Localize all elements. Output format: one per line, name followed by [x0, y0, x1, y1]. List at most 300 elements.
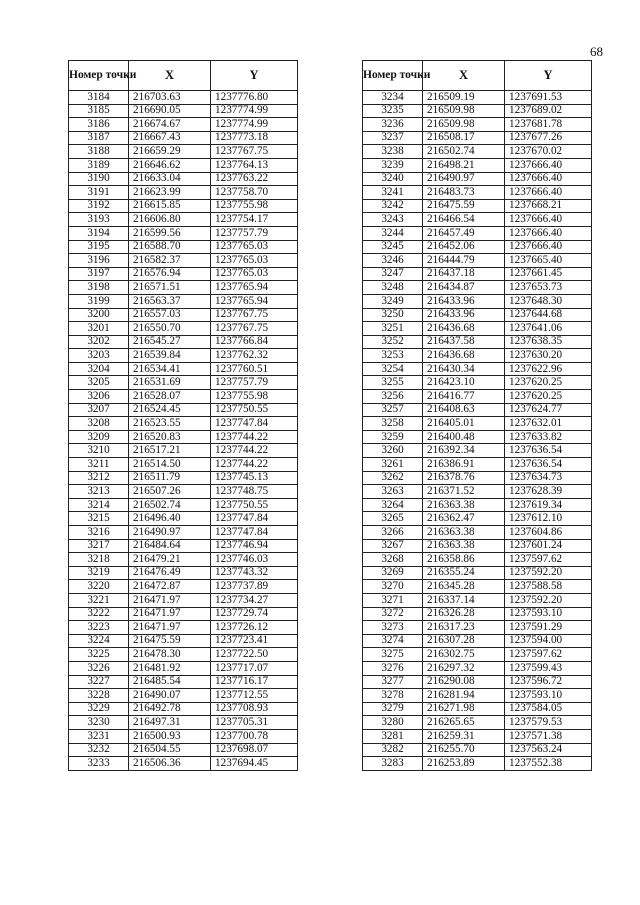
y-coordinate-cell: 1237661.45 — [505, 267, 592, 281]
y-coordinate-cell: 1237622.96 — [505, 362, 592, 376]
y-coordinate-cell: 1237766.84 — [211, 335, 298, 349]
point-number-cell: 3268 — [363, 553, 423, 567]
x-coordinate-cell: 216563.37 — [129, 294, 211, 308]
table-row — [69, 322, 298, 336]
x-coordinate-cell: 216500.93 — [129, 729, 211, 743]
point-number-cell: 3204 — [69, 362, 129, 376]
y-coordinate-cell: 1237712.55 — [211, 689, 298, 703]
table-row — [363, 294, 592, 308]
point-number-cell: 3267 — [363, 539, 423, 553]
x-coordinate-cell: 216528.07 — [129, 390, 211, 404]
point-number-cell: 3186 — [69, 118, 129, 132]
table-row — [69, 145, 298, 159]
table-row — [363, 607, 592, 621]
header-point-number: Номер точки — [69, 61, 129, 91]
x-coordinate-cell: 216433.96 — [423, 308, 505, 322]
table-row — [363, 689, 592, 703]
point-number-cell: 3242 — [363, 199, 423, 213]
point-number-cell: 3197 — [69, 267, 129, 281]
table-row — [363, 308, 592, 322]
point-number-cell: 3234 — [363, 91, 423, 105]
y-coordinate-cell: 1237636.54 — [505, 444, 592, 458]
x-coordinate-cell: 216509.98 — [423, 104, 505, 118]
x-coordinate-cell: 216386.91 — [423, 458, 505, 472]
x-coordinate-cell: 216511.79 — [129, 471, 211, 485]
x-coordinate-cell: 216471.97 — [129, 593, 211, 607]
point-number-cell: 3226 — [69, 661, 129, 675]
point-number-cell: 3193 — [69, 213, 129, 227]
x-coordinate-cell: 216502.74 — [423, 145, 505, 159]
y-coordinate-cell: 1237774.99 — [211, 118, 298, 132]
x-coordinate-cell: 216436.68 — [423, 322, 505, 336]
y-coordinate-cell: 1237634.73 — [505, 471, 592, 485]
point-number-cell: 3247 — [363, 267, 423, 281]
x-coordinate-cell: 216416.77 — [423, 390, 505, 404]
x-coordinate-cell: 216434.87 — [423, 281, 505, 295]
table-row — [69, 335, 298, 349]
y-coordinate-cell: 1237743.32 — [211, 566, 298, 580]
y-coordinate-cell: 1237641.06 — [505, 322, 592, 336]
point-number-cell: 3244 — [363, 226, 423, 240]
table-row — [363, 716, 592, 730]
table-body-left — [69, 91, 298, 771]
table-row — [363, 172, 592, 186]
x-coordinate-cell: 216363.38 — [423, 539, 505, 553]
y-coordinate-cell: 1237744.22 — [211, 458, 298, 472]
table-row — [69, 91, 298, 105]
point-number-cell: 3203 — [69, 349, 129, 363]
y-coordinate-cell: 1237757.79 — [211, 226, 298, 240]
y-coordinate-cell: 1237624.77 — [505, 403, 592, 417]
table-row — [69, 118, 298, 132]
x-coordinate-cell: 216524.45 — [129, 403, 211, 417]
x-coordinate-cell: 216362.47 — [423, 512, 505, 526]
table-header-row — [69, 61, 298, 91]
x-coordinate-cell: 216508.17 — [423, 131, 505, 145]
table-row — [363, 267, 592, 281]
y-coordinate-cell: 1237599.43 — [505, 661, 592, 675]
x-coordinate-cell: 216576.94 — [129, 267, 211, 281]
x-coordinate-cell: 216646.62 — [129, 158, 211, 172]
x-coordinate-cell: 216307.28 — [423, 634, 505, 648]
point-number-cell: 3249 — [363, 294, 423, 308]
x-coordinate-cell: 216509.98 — [423, 118, 505, 132]
y-coordinate-cell: 1237747.84 — [211, 526, 298, 540]
point-number-cell: 3262 — [363, 471, 423, 485]
y-coordinate-cell: 1237763.22 — [211, 172, 298, 186]
table-row — [69, 186, 298, 200]
coordinates-table-right — [362, 60, 592, 771]
y-coordinate-cell: 1237619.34 — [505, 498, 592, 512]
point-number-cell: 3188 — [69, 145, 129, 159]
table-row — [69, 471, 298, 485]
x-coordinate-cell: 216514.50 — [129, 458, 211, 472]
table-row — [69, 199, 298, 213]
table-row — [363, 498, 592, 512]
point-number-cell: 3233 — [69, 757, 129, 771]
point-number-cell: 3275 — [363, 648, 423, 662]
table-row — [69, 634, 298, 648]
x-coordinate-cell: 216659.29 — [129, 145, 211, 159]
table-row — [69, 444, 298, 458]
point-number-cell: 3238 — [363, 145, 423, 159]
point-number-cell: 3237 — [363, 131, 423, 145]
point-number-cell: 3273 — [363, 621, 423, 635]
y-coordinate-cell: 1237666.40 — [505, 240, 592, 254]
point-number-cell: 3190 — [69, 172, 129, 186]
y-coordinate-cell: 1237765.03 — [211, 254, 298, 268]
x-coordinate-cell: 216371.52 — [423, 485, 505, 499]
y-coordinate-cell: 1237698.07 — [211, 743, 298, 757]
y-coordinate-cell: 1237677.26 — [505, 131, 592, 145]
table-row — [363, 580, 592, 594]
point-number-cell: 3220 — [69, 580, 129, 594]
table-row — [69, 254, 298, 268]
header-y: Y — [505, 61, 592, 91]
x-coordinate-cell: 216444.79 — [423, 254, 505, 268]
x-coordinate-cell: 216674.67 — [129, 118, 211, 132]
x-coordinate-cell: 216498.21 — [423, 158, 505, 172]
table-row — [69, 240, 298, 254]
y-coordinate-cell: 1237716.17 — [211, 675, 298, 689]
y-coordinate-cell: 1237584.05 — [505, 702, 592, 716]
point-number-cell: 3280 — [363, 716, 423, 730]
x-coordinate-cell: 216523.55 — [129, 417, 211, 431]
x-coordinate-cell: 216405.01 — [423, 417, 505, 431]
table-row — [363, 213, 592, 227]
point-number-cell: 3239 — [363, 158, 423, 172]
x-coordinate-cell: 216539.84 — [129, 349, 211, 363]
point-number-cell: 3218 — [69, 553, 129, 567]
table-row — [69, 716, 298, 730]
x-coordinate-cell: 216557.03 — [129, 308, 211, 322]
y-coordinate-cell: 1237630.20 — [505, 349, 592, 363]
y-coordinate-cell: 1237563.24 — [505, 743, 592, 757]
y-coordinate-cell: 1237755.98 — [211, 199, 298, 213]
table-row — [363, 118, 592, 132]
y-coordinate-cell: 1237592.20 — [505, 566, 592, 580]
point-number-cell: 3214 — [69, 498, 129, 512]
point-number-cell: 3245 — [363, 240, 423, 254]
x-coordinate-cell: 216582.37 — [129, 254, 211, 268]
point-number-cell: 3229 — [69, 702, 129, 716]
point-number-cell: 3272 — [363, 607, 423, 621]
y-coordinate-cell: 1237648.30 — [505, 294, 592, 308]
y-coordinate-cell: 1237750.55 — [211, 403, 298, 417]
table-row — [69, 430, 298, 444]
table-row — [363, 417, 592, 431]
y-coordinate-cell: 1237767.75 — [211, 308, 298, 322]
table-row — [363, 362, 592, 376]
y-coordinate-cell: 1237665.40 — [505, 254, 592, 268]
x-coordinate-cell: 216408.63 — [423, 403, 505, 417]
point-number-cell: 3208 — [69, 417, 129, 431]
point-number-cell: 3278 — [363, 689, 423, 703]
y-coordinate-cell: 1237729.74 — [211, 607, 298, 621]
point-number-cell: 3255 — [363, 376, 423, 390]
x-coordinate-cell: 216690.05 — [129, 104, 211, 118]
point-number-cell: 3210 — [69, 444, 129, 458]
y-coordinate-cell: 1237666.40 — [505, 186, 592, 200]
y-coordinate-cell: 1237734.27 — [211, 593, 298, 607]
point-number-cell: 3270 — [363, 580, 423, 594]
table-row — [69, 661, 298, 675]
point-number-cell: 3192 — [69, 199, 129, 213]
table-row — [69, 621, 298, 635]
x-coordinate-cell: 216490.97 — [423, 172, 505, 186]
y-coordinate-cell: 1237597.62 — [505, 648, 592, 662]
table-row — [69, 512, 298, 526]
table-row — [69, 131, 298, 145]
x-coordinate-cell: 216606.80 — [129, 213, 211, 227]
y-coordinate-cell: 1237591.29 — [505, 621, 592, 635]
x-coordinate-cell: 216550.70 — [129, 322, 211, 336]
table-row — [69, 539, 298, 553]
point-number-cell: 3222 — [69, 607, 129, 621]
table-row — [363, 335, 592, 349]
y-coordinate-cell: 1237700.78 — [211, 729, 298, 743]
table-header-row — [363, 61, 592, 91]
x-coordinate-cell: 216531.69 — [129, 376, 211, 390]
y-coordinate-cell: 1237628.39 — [505, 485, 592, 499]
y-coordinate-cell: 1237744.22 — [211, 430, 298, 444]
x-coordinate-cell: 216517.21 — [129, 444, 211, 458]
y-coordinate-cell: 1237653.73 — [505, 281, 592, 295]
point-number-cell: 3209 — [69, 430, 129, 444]
y-coordinate-cell: 1237767.75 — [211, 145, 298, 159]
point-number-cell: 3266 — [363, 526, 423, 540]
y-coordinate-cell: 1237596.72 — [505, 675, 592, 689]
x-coordinate-cell: 216271.98 — [423, 702, 505, 716]
table-row — [363, 403, 592, 417]
point-number-cell: 3225 — [69, 648, 129, 662]
point-number-cell: 3282 — [363, 743, 423, 757]
point-number-cell: 3256 — [363, 390, 423, 404]
table-row — [69, 580, 298, 594]
y-coordinate-cell: 1237612.10 — [505, 512, 592, 526]
table-row — [69, 458, 298, 472]
point-number-cell: 3195 — [69, 240, 129, 254]
y-coordinate-cell: 1237644.68 — [505, 308, 592, 322]
y-coordinate-cell: 1237691.53 — [505, 91, 592, 105]
x-coordinate-cell: 216507.26 — [129, 485, 211, 499]
header-x: X — [423, 61, 505, 91]
x-coordinate-cell: 216290.08 — [423, 675, 505, 689]
x-coordinate-cell: 216392.34 — [423, 444, 505, 458]
table-row — [363, 512, 592, 526]
y-coordinate-cell: 1237750.55 — [211, 498, 298, 512]
y-coordinate-cell: 1237592.20 — [505, 593, 592, 607]
y-coordinate-cell: 1237666.40 — [505, 158, 592, 172]
x-coordinate-cell: 216667.43 — [129, 131, 211, 145]
x-coordinate-cell: 216265.65 — [423, 716, 505, 730]
y-coordinate-cell: 1237762.32 — [211, 349, 298, 363]
x-coordinate-cell: 216472.87 — [129, 580, 211, 594]
x-coordinate-cell: 216588.70 — [129, 240, 211, 254]
x-coordinate-cell: 216436.68 — [423, 349, 505, 363]
point-number-cell: 3207 — [69, 403, 129, 417]
y-coordinate-cell: 1237737.89 — [211, 580, 298, 594]
y-coordinate-cell: 1237765.94 — [211, 281, 298, 295]
table-row — [363, 158, 592, 172]
table-row — [363, 471, 592, 485]
table-row — [363, 145, 592, 159]
table-body-right — [363, 91, 592, 771]
point-number-cell: 3184 — [69, 91, 129, 105]
point-number-cell: 3283 — [363, 757, 423, 771]
point-number-cell: 3253 — [363, 349, 423, 363]
point-number-cell: 3228 — [69, 689, 129, 703]
x-coordinate-cell: 216457.49 — [423, 226, 505, 240]
point-number-cell: 3216 — [69, 526, 129, 540]
x-coordinate-cell: 216466.54 — [423, 213, 505, 227]
point-number-cell: 3187 — [69, 131, 129, 145]
point-number-cell: 3230 — [69, 716, 129, 730]
point-number-cell: 3213 — [69, 485, 129, 499]
table-row — [363, 186, 592, 200]
x-coordinate-cell: 216479.21 — [129, 553, 211, 567]
point-number-cell: 3198 — [69, 281, 129, 295]
point-number-cell: 3264 — [363, 498, 423, 512]
y-coordinate-cell: 1237588.58 — [505, 580, 592, 594]
point-number-cell: 3277 — [363, 675, 423, 689]
point-number-cell: 3205 — [69, 376, 129, 390]
table-row — [69, 743, 298, 757]
y-coordinate-cell: 1237594.00 — [505, 634, 592, 648]
x-coordinate-cell: 216478.30 — [129, 648, 211, 662]
point-number-cell: 3241 — [363, 186, 423, 200]
x-coordinate-cell: 216703.63 — [129, 91, 211, 105]
table-row — [363, 458, 592, 472]
y-coordinate-cell: 1237670.02 — [505, 145, 592, 159]
x-coordinate-cell: 216534.41 — [129, 362, 211, 376]
table-row — [69, 281, 298, 295]
table-row — [69, 648, 298, 662]
y-coordinate-cell: 1237681.78 — [505, 118, 592, 132]
y-coordinate-cell: 1237689.02 — [505, 104, 592, 118]
y-coordinate-cell: 1237636.54 — [505, 458, 592, 472]
x-coordinate-cell: 216545.27 — [129, 335, 211, 349]
y-coordinate-cell: 1237760.51 — [211, 362, 298, 376]
x-coordinate-cell: 216492.78 — [129, 702, 211, 716]
table-row — [69, 702, 298, 716]
table-row — [363, 539, 592, 553]
table-row — [69, 158, 298, 172]
y-coordinate-cell: 1237694.45 — [211, 757, 298, 771]
x-coordinate-cell: 216481.92 — [129, 661, 211, 675]
y-coordinate-cell: 1237666.40 — [505, 226, 592, 240]
y-coordinate-cell: 1237776.80 — [211, 91, 298, 105]
header-x: X — [129, 61, 211, 91]
y-coordinate-cell: 1237765.03 — [211, 267, 298, 281]
table-row — [69, 417, 298, 431]
table-row — [363, 621, 592, 635]
table-row — [363, 526, 592, 540]
point-number-cell: 3276 — [363, 661, 423, 675]
y-coordinate-cell: 1237774.99 — [211, 104, 298, 118]
point-number-cell: 3212 — [69, 471, 129, 485]
y-coordinate-cell: 1237723.41 — [211, 634, 298, 648]
y-coordinate-cell: 1237758.70 — [211, 186, 298, 200]
table-row — [69, 729, 298, 743]
table-row — [363, 444, 592, 458]
x-coordinate-cell: 216400.48 — [423, 430, 505, 444]
x-coordinate-cell: 216509.19 — [423, 91, 505, 105]
table-row — [363, 240, 592, 254]
y-coordinate-cell: 1237638.35 — [505, 335, 592, 349]
x-coordinate-cell: 216317.23 — [423, 621, 505, 635]
y-coordinate-cell: 1237764.13 — [211, 158, 298, 172]
table-row — [69, 294, 298, 308]
table-row — [69, 689, 298, 703]
point-number-cell: 3185 — [69, 104, 129, 118]
table-row — [363, 91, 592, 105]
point-number-cell: 3259 — [363, 430, 423, 444]
table-row — [69, 267, 298, 281]
x-coordinate-cell: 216345.28 — [423, 580, 505, 594]
y-coordinate-cell: 1237632.01 — [505, 417, 592, 431]
point-number-cell: 3243 — [363, 213, 423, 227]
x-coordinate-cell: 216475.59 — [129, 634, 211, 648]
point-number-cell: 3211 — [69, 458, 129, 472]
point-number-cell: 3201 — [69, 322, 129, 336]
x-coordinate-cell: 216259.31 — [423, 729, 505, 743]
x-coordinate-cell: 216490.97 — [129, 526, 211, 540]
point-number-cell: 3281 — [363, 729, 423, 743]
table-row — [69, 593, 298, 607]
point-number-cell: 3260 — [363, 444, 423, 458]
x-coordinate-cell: 216504.55 — [129, 743, 211, 757]
table-row — [69, 390, 298, 404]
point-number-cell: 3254 — [363, 362, 423, 376]
x-coordinate-cell: 216633.04 — [129, 172, 211, 186]
x-coordinate-cell: 216490.07 — [129, 689, 211, 703]
y-coordinate-cell: 1237708.93 — [211, 702, 298, 716]
x-coordinate-cell: 216253.89 — [423, 757, 505, 771]
y-coordinate-cell: 1237601.24 — [505, 539, 592, 553]
point-number-cell: 3248 — [363, 281, 423, 295]
y-coordinate-cell: 1237765.94 — [211, 294, 298, 308]
x-coordinate-cell: 216378.76 — [423, 471, 505, 485]
table-row — [363, 390, 592, 404]
y-coordinate-cell: 1237755.98 — [211, 390, 298, 404]
page-number: 68 — [590, 44, 603, 59]
table-row — [69, 607, 298, 621]
point-number-cell: 3217 — [69, 539, 129, 553]
table-row — [363, 376, 592, 390]
point-number-cell: 3235 — [363, 104, 423, 118]
point-number-cell: 3219 — [69, 566, 129, 580]
y-coordinate-cell: 1237744.22 — [211, 444, 298, 458]
y-coordinate-cell: 1237633.82 — [505, 430, 592, 444]
x-coordinate-cell: 216484.64 — [129, 539, 211, 553]
point-number-cell: 3240 — [363, 172, 423, 186]
point-number-cell: 3258 — [363, 417, 423, 431]
point-number-cell: 3206 — [69, 390, 129, 404]
x-coordinate-cell: 216502.74 — [129, 498, 211, 512]
point-number-cell: 3202 — [69, 335, 129, 349]
x-coordinate-cell: 216437.58 — [423, 335, 505, 349]
x-coordinate-cell: 216326.28 — [423, 607, 505, 621]
y-coordinate-cell: 1237767.75 — [211, 322, 298, 336]
point-number-cell: 3251 — [363, 322, 423, 336]
x-coordinate-cell: 216433.96 — [423, 294, 505, 308]
point-number-cell: 3250 — [363, 308, 423, 322]
point-number-cell: 3200 — [69, 308, 129, 322]
y-coordinate-cell: 1237552.38 — [505, 757, 592, 771]
table-row — [363, 104, 592, 118]
table-row — [363, 199, 592, 213]
